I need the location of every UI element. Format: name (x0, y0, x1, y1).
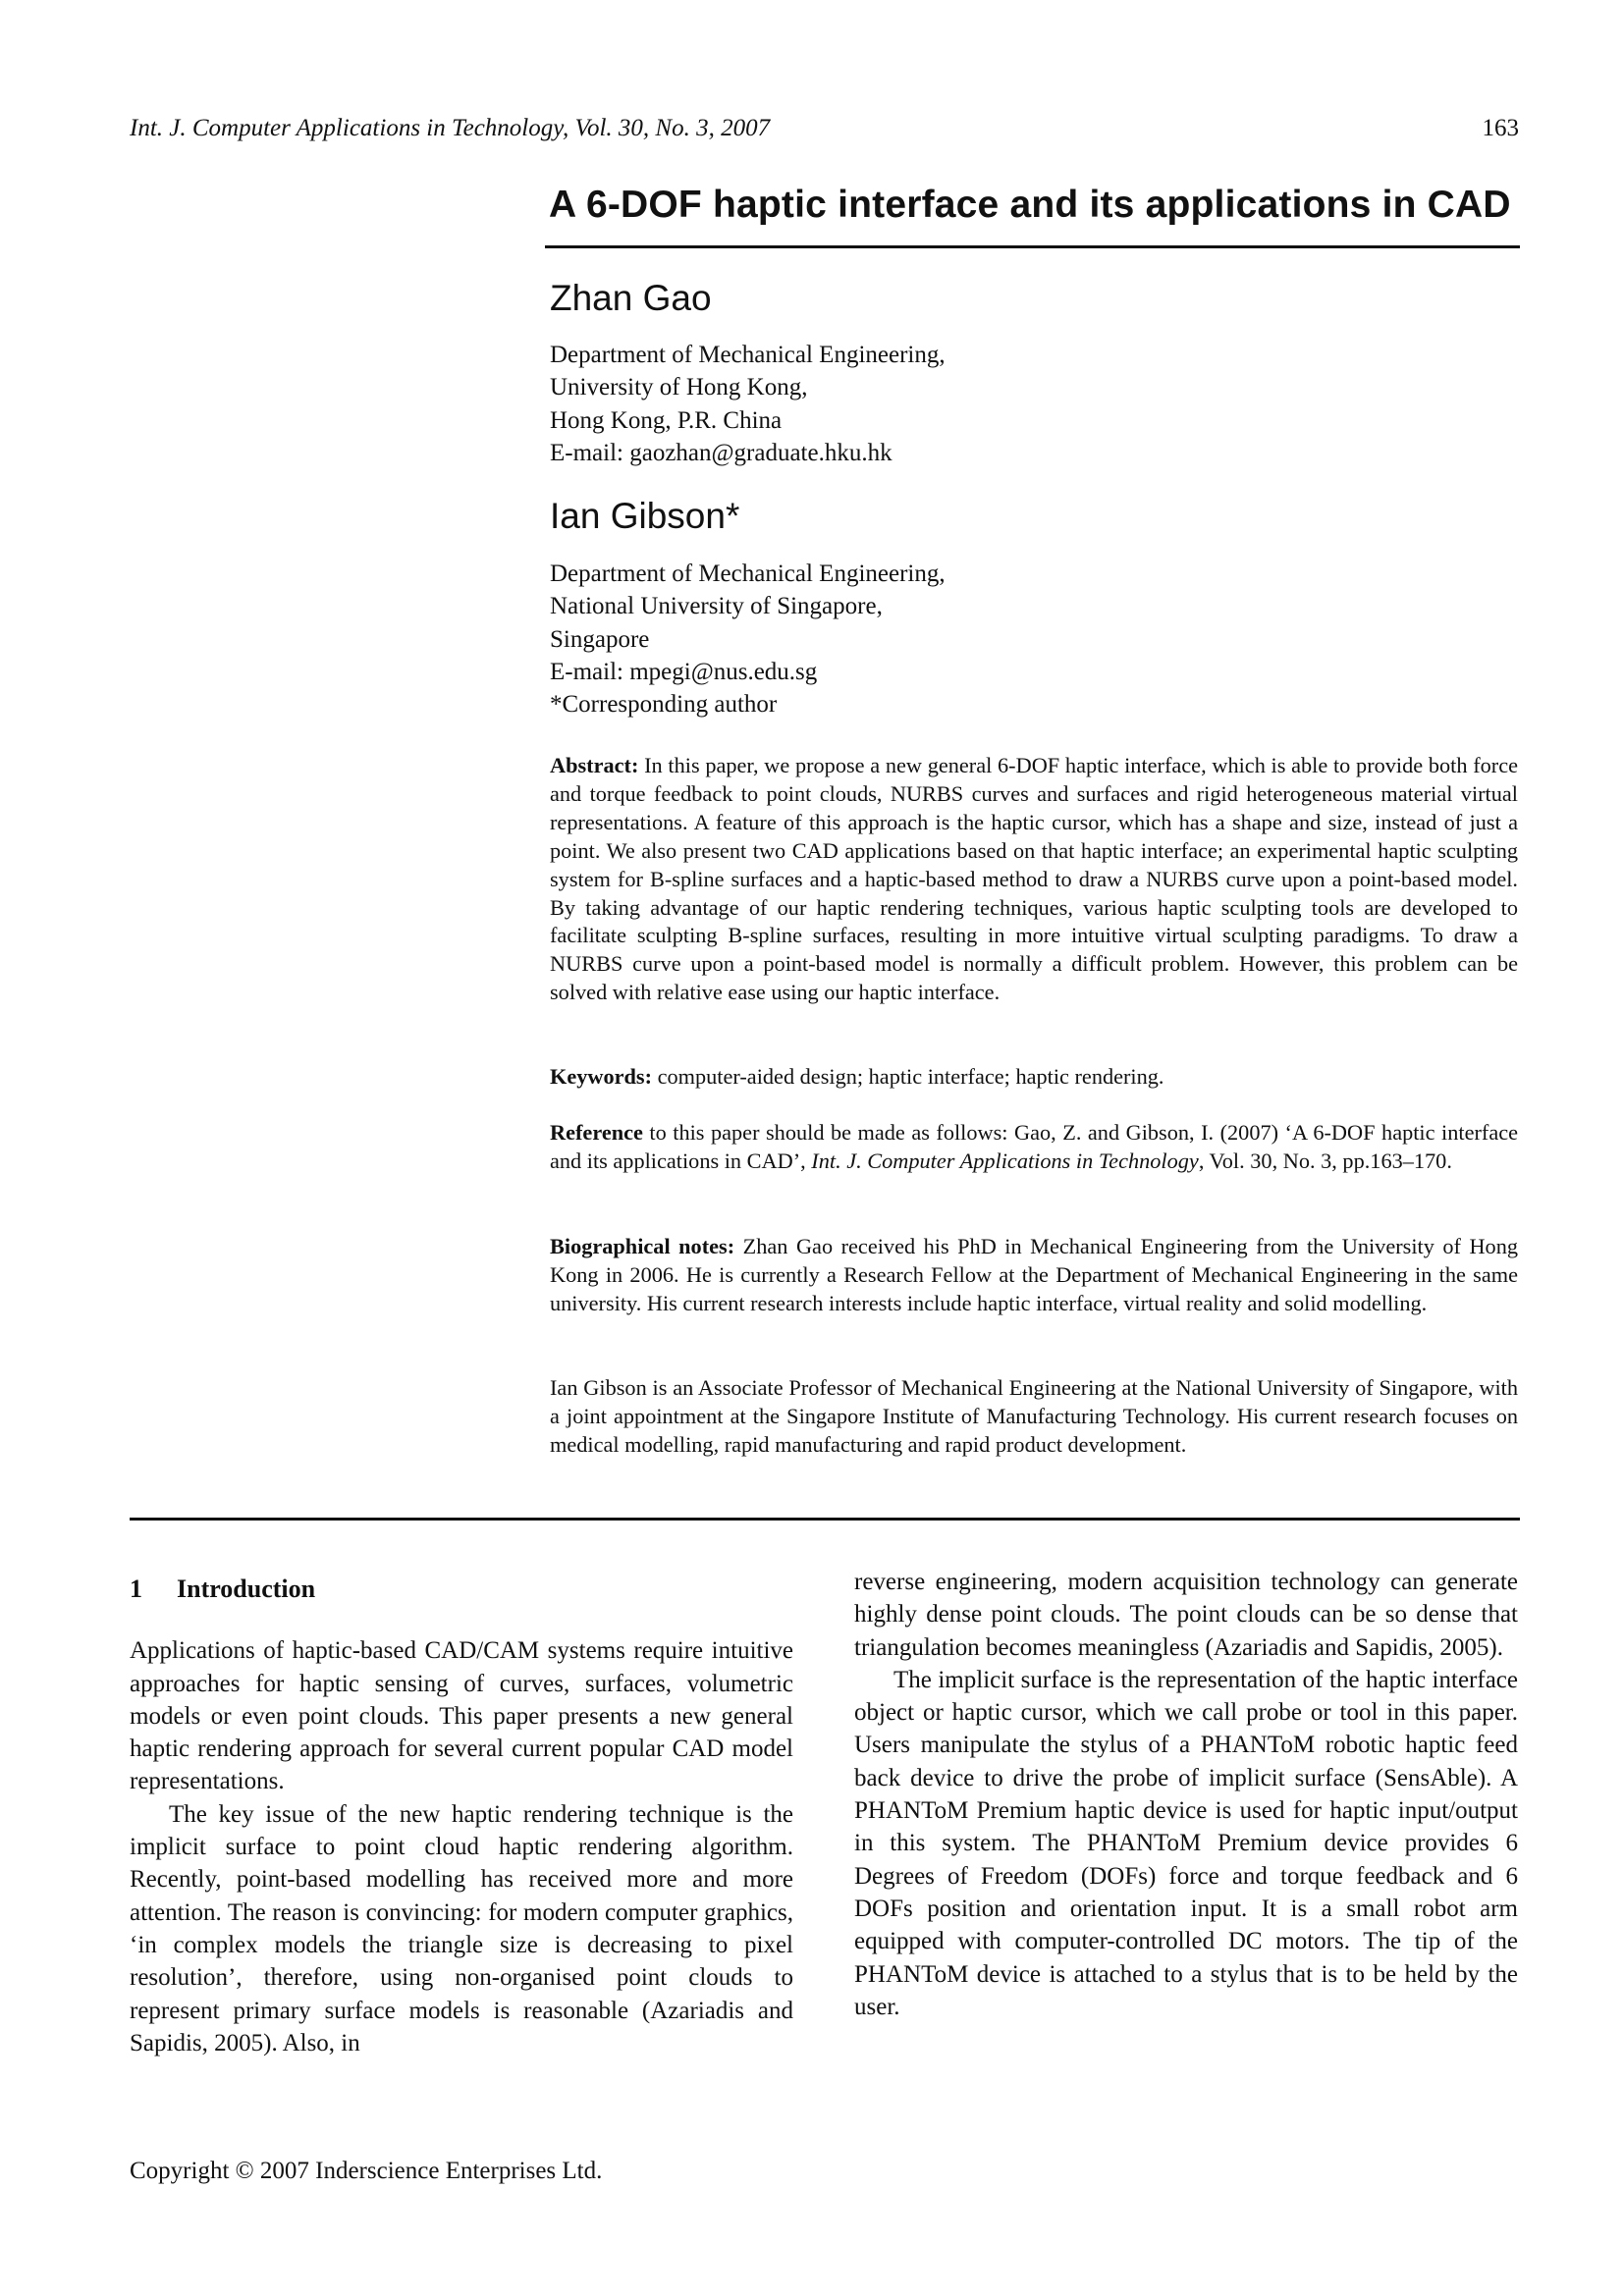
author-name-2: Ian Gibson* (550, 496, 740, 536)
affiliation-line: Hong Kong, P.R. China (550, 406, 783, 434)
affiliation-line: Department of Mechanical Engineering, (550, 342, 946, 368)
author-email: E-mail: mpegi@nus.edu.sg (550, 658, 818, 685)
bio-text-gao: Zhan Gao received his PhD in Mechanical Engineering from the University of Hong Kong in 2006. He is currently a Research Fellow at the Department of Mechanical Engineering in the same university. His current research interests include haptic interface, virtual reality and solid modelling. (550, 1234, 1518, 1315)
author-email: E-mail: gaozhan@graduate.hku.hk (550, 439, 893, 466)
affiliation-line: University of Hong Kong, (550, 374, 808, 401)
copyright-footer: Copyright © 2007 Inderscience Enterprises Ltd. (130, 2158, 603, 2184)
affiliation-line: National University of Singapore, (550, 593, 883, 620)
paragraph: The key issue of the new haptic rendering technique is the implicit surface to point cloud haptic rendering algorithm. Recently, point-based modelling has received more and more attention. The reason is convincing: for modern computer graphics, ‘in complex models the triangle size is decreasing to pixel resolution’, therefore, using non-organised point clouds to represent primary surface models is reasonable (Azariadis and Sapidis, 2005). Also, in (130, 1800, 793, 2056)
abstract-label: Abstract: (550, 753, 639, 777)
paragraph: reverse engineering, modern acquisition technology can generate highly dense point clouds. The point clouds can be so dense that triangulation becomes meaningless (Azariadis and Sapidis, 2005). (854, 1569, 1518, 1661)
bio-label: Biographical notes: (550, 1234, 735, 1258)
corresponding-author-note: *Corresponding author (550, 691, 778, 719)
reference-text: to this paper should be made as follows: Gao, Z. and Gibson, I. (2007) ‘A 6-DOF haptic interface and its applications in CAD’, (550, 1120, 1519, 1173)
section-separator-rule (130, 1518, 1520, 1521)
paper-title: A 6-DOF haptic interface and its applications in CAD (549, 184, 1511, 226)
keywords-text: computer-aided design; haptic interface; haptic rendering. (657, 1064, 1164, 1089)
abstract-text: In this paper, we propose a new general 6-DOF haptic interface, which is able to provide both force and torque feedback to point clouds, NURBS curves and surfaces and rigid heterogeneous material virtual representations. A feature of this approach is the haptic cursor, which has a shape and size, instead of just a point. We also present two CAD applications based on that haptic interface; an experimental haptic sculpting system for B-spline surfaces and a haptic-based method to draw a NURBS curve upon a point-based model. By taking advantage of our haptic rendering techniques, various haptic sculpting tools are developed to facilitate sculpting B-spline surfaces, resulting in more intuitive virtual sculpting paradigms. To draw a NURBS curve upon a point-based model is normally a difficult problem. However, this problem can be solved with relative ease using our haptic interface. (550, 753, 1519, 1005)
author-affiliation-1 (550, 339, 946, 469)
author-name-1: Zhan Gao (550, 278, 712, 318)
reference-text-end: , Vol. 30, No. 3, pp.163–170. (1198, 1148, 1452, 1173)
bio-gibson (550, 1374, 1518, 1460)
paragraph: Applications of haptic-based CAD/CAM systems require intuitive approaches for haptic sensing of curves, surfaces, volumetric models or even point clouds. This paper presents a new general haptic rendering approach for several current popular CAD model representations. (130, 1637, 793, 1795)
keywords-label: Keywords: (550, 1064, 653, 1089)
body-column-left (130, 1567, 793, 2059)
author-affiliation-2 (550, 558, 946, 721)
bio-text-gibson: Ian Gibson is an Associate Professor of Mechanical Engineering at the National University of Singapore, with a joint appointment at the Singapore Institute of Manufacturing Technology. His current research focuses on medical modelling, rapid manufacturing and rapid product development. (550, 1375, 1518, 1457)
body-column-right (854, 1566, 1518, 2023)
section-number: 1 (130, 1575, 142, 1603)
page-number: 163 (1482, 115, 1519, 141)
reference-label: Reference (550, 1120, 643, 1145)
abstract (550, 752, 1518, 1007)
affiliation-line: Singapore (550, 625, 650, 653)
biographical-notes (550, 1233, 1518, 1318)
journal-citation-header: Int. J. Computer Applications in Technology, Vol. 30, No. 3, 2007 (130, 115, 771, 141)
section-title: Introduction (177, 1575, 316, 1603)
section-heading (130, 1573, 793, 1605)
affiliation-line: Department of Mechanical Engineering, (550, 561, 946, 587)
keywords (550, 1063, 1518, 1092)
title-rule (545, 245, 1520, 248)
paragraph: The implicit surface is the representation of the haptic interface object or haptic cursor, which we call probe or tool in this paper. Users manipulate the stylus of a PHANToM robotic haptic feed back device to drive the probe of implicit surface (SensAble). A PHANToM Premium haptic device is used for haptic input/output in this system. The PHANToM Premium device provides 6 Degrees of Freedom (DOFs) force and torque feedback and 6 DOFs position and orientation input. It is a small robot arm equipped with computer-controlled DC motors. The tip of the PHANToM device is attached to a stylus that is to be held by the user. (854, 1666, 1518, 2020)
reference-journal: Int. J. Computer Applications in Technology (811, 1148, 1199, 1173)
reference (550, 1119, 1518, 1176)
